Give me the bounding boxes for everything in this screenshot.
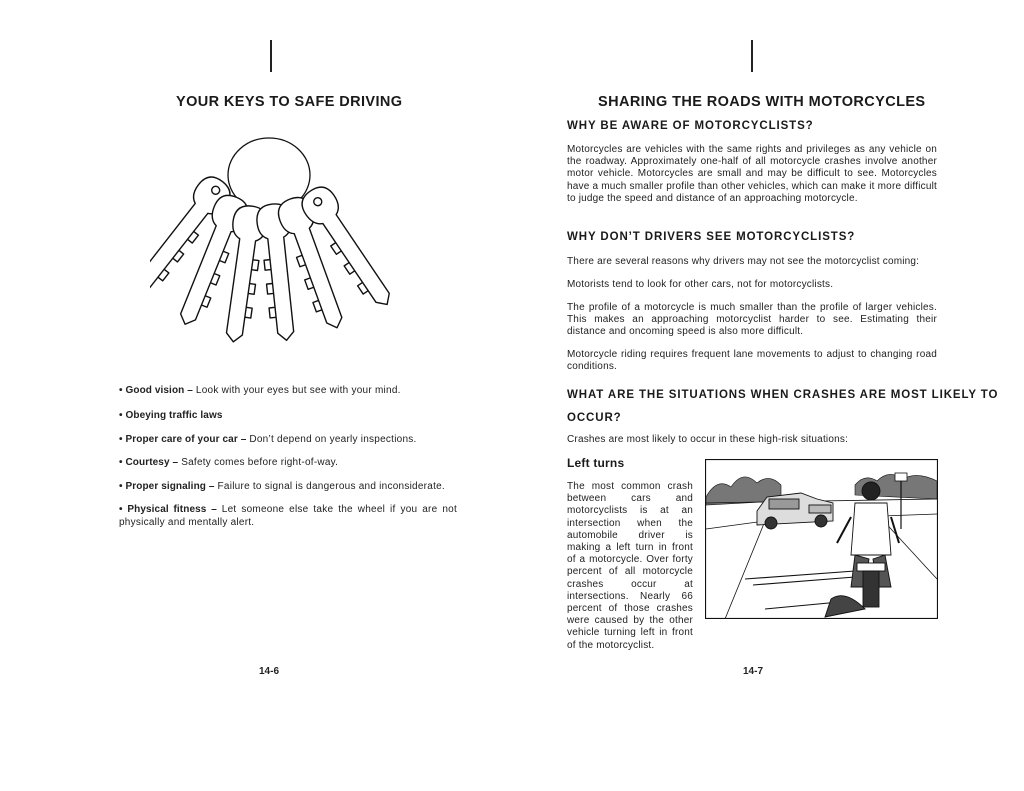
subheading-left-turns: Left turns: [567, 456, 625, 470]
bullet-good-vision: [119, 385, 457, 398]
bullet-text: Don’t depend on yearly inspections.: [246, 434, 417, 445]
section-paragraph-why-aware: Motorcycles are vehicles with the same rights and privileges as any vehicle on the roadway. Approximately one-half of all motorcycle crashes involve another motor vehicle. Motorcycles are small and may be difficult to see. Motorcycles have a much smaller profile than other vehicles, which can make it more difficult to judge the speed and distance of an approaching motorcycle.: [567, 144, 937, 204]
section-paragraph: There are several reasons why drivers may not see the motorcyclist coming:: [567, 256, 920, 267]
section-heading-crash-situations-line2: OCCUR?: [567, 412, 622, 424]
bullet-proper-care: [119, 434, 457, 447]
crop-mark-left: [270, 40, 272, 72]
intersection-motorcycle-illustration: [705, 459, 938, 619]
bullet-term: • Courtesy –: [119, 457, 179, 468]
section-paragraph: Motorists tend to look for other cars, not for motorcyclists.: [567, 279, 834, 290]
bullet-text: Failure to signal is dangerous and inconsiderate.: [214, 481, 445, 492]
crop-mark-right: [751, 40, 753, 72]
key-ring-icon: [150, 135, 390, 345]
bullet-text: Look with your eyes but see with your mind.: [192, 385, 401, 396]
section-paragraph: The profile of a motorcycle is much smaller than the profile of larger vehicles. This makes an approaching motorcyclist harder to see. Estimating their distance and oncoming speed is also more difficult.: [567, 302, 937, 338]
left-page-title: YOUR KEYS TO SAFE DRIVING: [176, 94, 403, 110]
bullet-obeying-traffic-laws: [119, 410, 457, 423]
section-heading-why-dont-see: WHY DON’T DRIVERS SEE MOTORCYCLISTS?: [567, 231, 856, 243]
left-turns-paragraph: The most common crash between cars and motorcyclists is at an intersection when the automobile driver is making a left turn in front of a motorcycle. Over forty percent of all motorcycle crashes occur at intersections. Nearly 66 percent of those crashes were caused by the other vehicle turning left in front of the motorcyclist.: [567, 481, 693, 651]
section-heading-why-aware: WHY BE AWARE OF MOTORCYCLISTS?: [567, 120, 814, 132]
bullet-term: • Good vision –: [119, 385, 193, 396]
left-page-number: 14-6: [259, 666, 280, 677]
bullet-text: Let someone else take the wheel if you are not physically and mentally alert.: [119, 504, 457, 528]
bullet-term: • Proper care of your car –: [119, 434, 247, 445]
right-page-title: SHARING THE ROADS WITH MOTORCYCLES: [598, 94, 926, 110]
bullet-term: • Proper signaling –: [119, 481, 215, 492]
bullet-physical-fitness: [119, 504, 457, 529]
right-page-number: 14-7: [743, 666, 764, 677]
section-paragraph: Motorcycle riding requires frequent lane movements to adjust to changing road conditions.: [567, 349, 937, 373]
bullet-proper-signaling: [119, 481, 457, 494]
bullet-term: • Physical fitness –: [119, 504, 217, 515]
bullet-text: Safety comes before right-of-way.: [178, 457, 339, 468]
section-heading-crash-situations: WHAT ARE THE SITUATIONS WHEN CRASHES ARE MOST LIKELY TO: [567, 389, 999, 401]
bullet-term: • Obeying traffic laws: [119, 410, 223, 421]
bullet-courtesy: [119, 457, 457, 470]
section-intro: Crashes are most likely to occur in these high-risk situations:: [567, 434, 849, 445]
